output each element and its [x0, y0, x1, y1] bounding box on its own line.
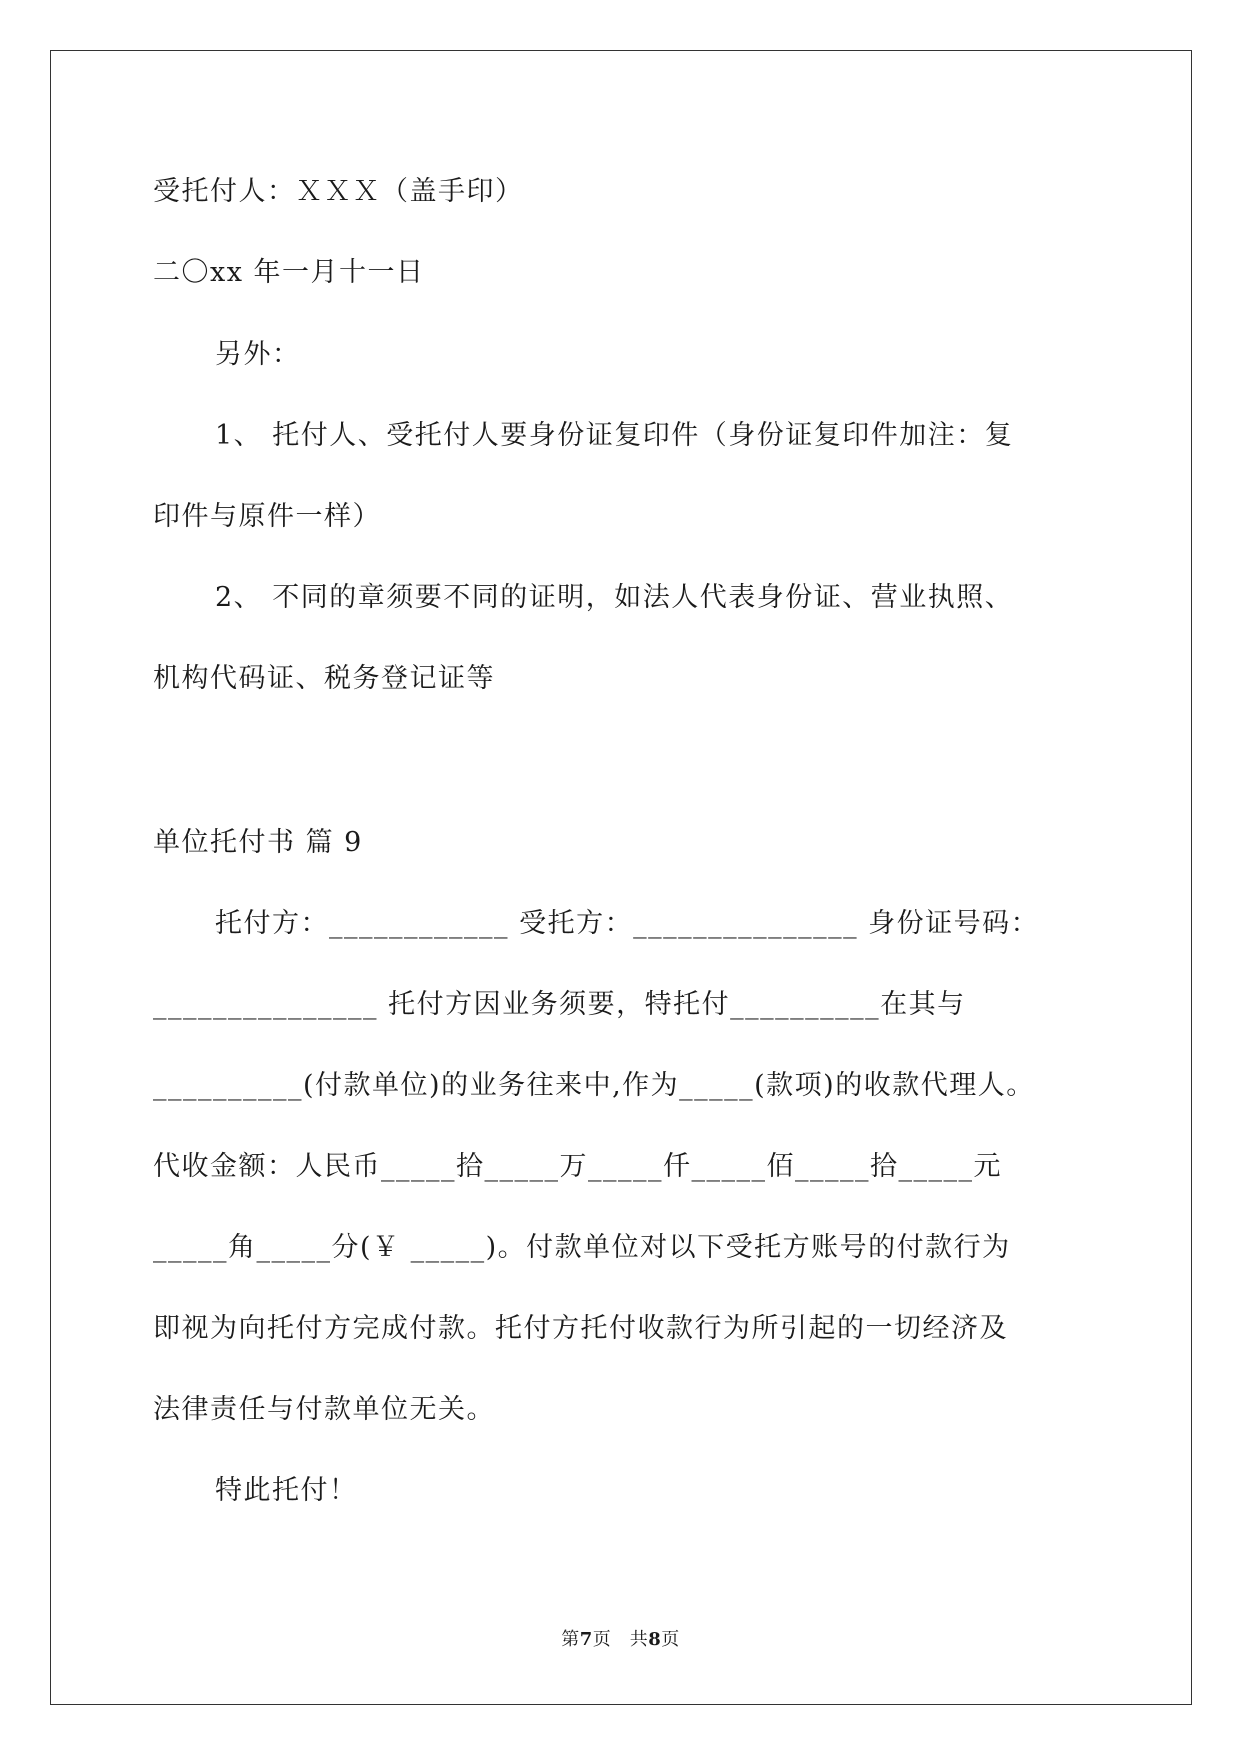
note-heading: 另外： — [215, 339, 301, 370]
body-line-2: _______________ 托付方因业务须要，特托付__________在其与 — [153, 989, 966, 1020]
body-line-1: 托付方：____________ 受托方：_______________ 身份证号码： — [215, 908, 1040, 939]
body-line-3: __________(付款单位)的业务往来中,作为_____(款项)的收款代理人。 — [153, 1070, 1035, 1101]
note-item-1-line-2: 印件与原件一样） — [153, 501, 381, 532]
body-line-6: 即视为向托付方完成付款。托付方托付收款行为所引起的一切经济及 — [153, 1313, 1008, 1344]
footer-suffix: 页 — [661, 1629, 680, 1650]
page-border — [50, 50, 1192, 1705]
section-title: 单位托付书 篇 9 — [153, 827, 363, 858]
footer-total-pages: 8 — [648, 1629, 662, 1650]
footer-mid: 页 共 — [592, 1629, 649, 1650]
footer-current-page: 7 — [579, 1629, 593, 1650]
footer-prefix: 第 — [561, 1629, 580, 1650]
date-line: 二〇xx 年一月十一日 — [153, 257, 425, 288]
body-line-4: 代收金额：人民币_____拾_____万_____仟_____佰_____拾_____元 — [153, 1151, 1002, 1182]
page-footer — [0, 1628, 1241, 1652]
entrustee-signature-line: 受托付人：ＸＸＸ（盖手印） — [153, 176, 524, 207]
body-line-5: _____角_____分(￥ _____)。付款单位对以下受托方账号的付款行为 — [153, 1232, 1011, 1263]
closing-line: 特此托付！ — [215, 1475, 358, 1506]
note-item-1-line-1: 1、 托付人、受托付人要身份证复印件（身份证复印件加注：复 — [215, 420, 1014, 451]
note-item-2-line-2: 机构代码证、税务登记证等 — [153, 663, 495, 694]
body-line-7: 法律责任与付款单位无关。 — [153, 1394, 495, 1425]
note-item-2-line-1: 2、 不同的章须要不同的证明，如法人代表身份证、营业执照、 — [215, 582, 1014, 613]
